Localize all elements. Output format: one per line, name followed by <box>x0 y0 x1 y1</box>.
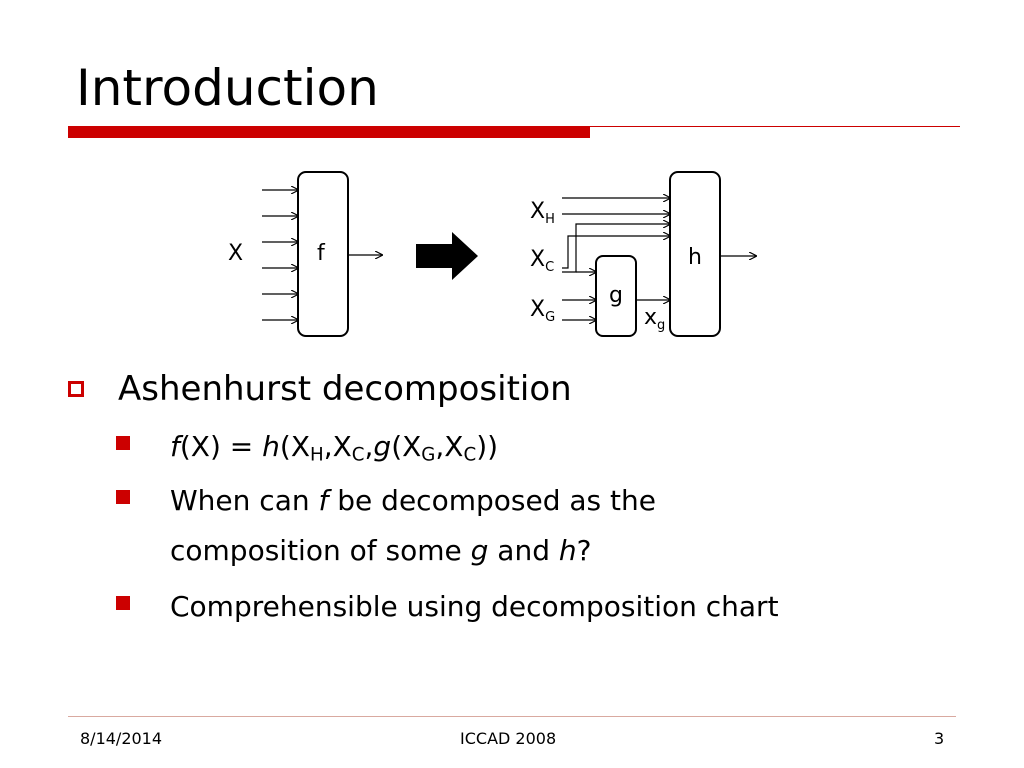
f-block-label: f <box>317 241 325 266</box>
sub-bullet-chart <box>116 582 779 632</box>
filled-square-bullet-icon <box>116 596 130 610</box>
footer-conference: ICCAD 2008 <box>460 729 557 748</box>
f-input-arrows <box>262 190 298 320</box>
decomposition-diagram <box>220 160 780 350</box>
xh-label: $X_H$ <box>530 199 555 227</box>
title-underline-thin <box>590 126 960 127</box>
bullet-ashenhurst <box>68 366 572 412</box>
footer-date: 8/14/2014 <box>80 729 163 748</box>
chart-text: Comprehensible using decomposition chart <box>170 590 779 623</box>
question-text: When can f be decomposed as the composition of some g and h? <box>170 484 656 567</box>
slide-title: Introduction <box>76 59 379 117</box>
xg-input-label: $X_G$ <box>530 297 556 325</box>
sub-bullet-equation <box>116 422 498 472</box>
filled-square-bullet-icon <box>116 436 130 450</box>
g-block-label: g <box>609 283 623 308</box>
hollow-square-bullet-icon <box>68 381 84 397</box>
transform-arrow-icon <box>416 232 478 280</box>
footer-divider <box>68 716 956 717</box>
h-block-label: h <box>688 245 702 270</box>
footer-page-number: 3 <box>934 729 945 748</box>
title-underline-thick <box>68 126 590 138</box>
equation-text: $f(X) = h(X_H,X_C,g(X_G,X_C))$ <box>170 430 499 466</box>
bullet-ashenhurst-text: Ashenhurst decomposition <box>118 369 572 409</box>
x-input-label: X <box>228 241 244 266</box>
xc-label: $X_C$ <box>530 247 555 275</box>
xg-output-label: $x_g$ <box>644 305 666 333</box>
sub-bullet-question <box>116 476 656 576</box>
h-g-wiring <box>562 198 756 320</box>
filled-square-bullet-icon <box>116 490 130 504</box>
